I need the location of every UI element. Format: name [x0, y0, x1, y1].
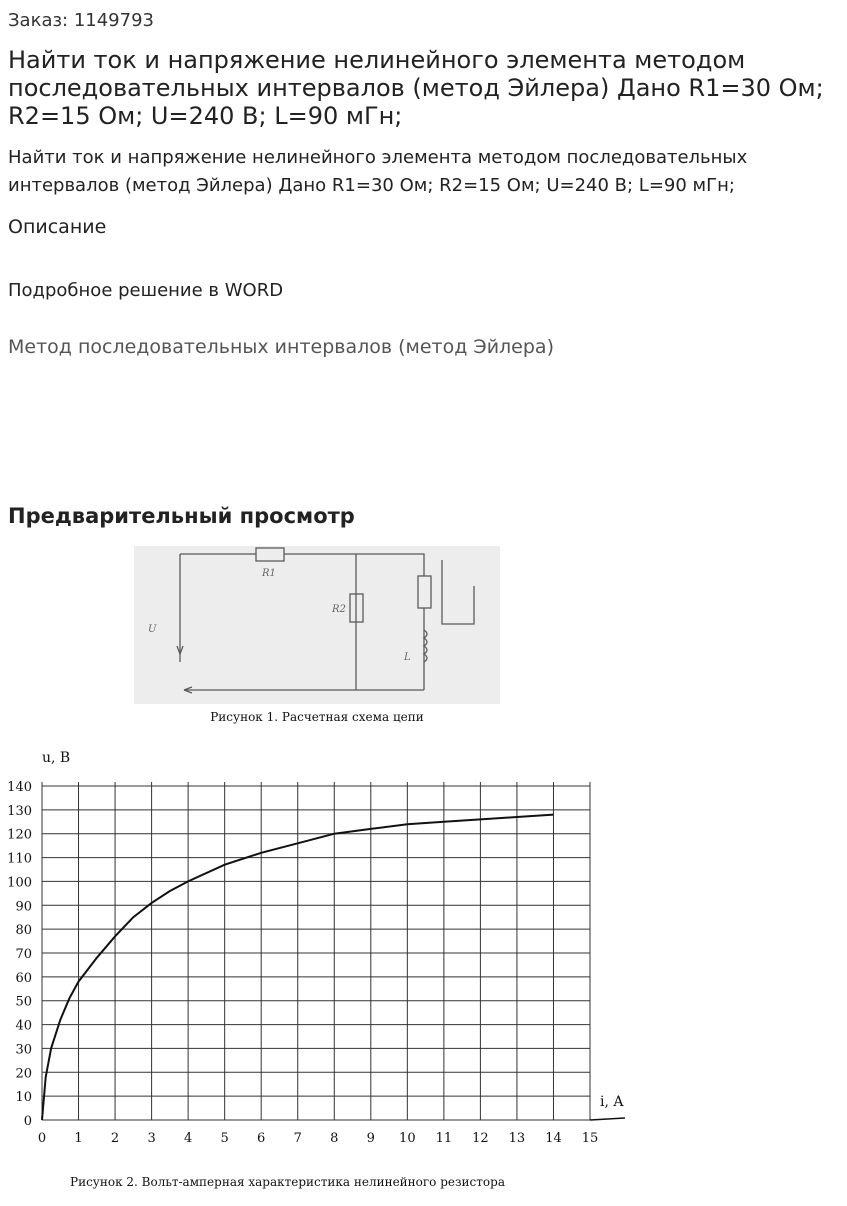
y-tick-label: 130: [7, 803, 32, 819]
y-tick-label: 10: [15, 1090, 32, 1106]
y-tick-label: 30: [15, 1042, 32, 1058]
x-tick-label: 13: [508, 1131, 526, 1146]
circuit-background: [134, 546, 500, 704]
y-tick-label: 140: [7, 780, 32, 795]
y-tick-label: 70: [15, 947, 32, 962]
circuit-diagram: [134, 546, 500, 704]
x-tick-label: 15: [581, 1131, 599, 1146]
x-tick-label: 9: [366, 1131, 375, 1146]
y-axis-label: u, B: [42, 750, 71, 766]
label-u: U: [148, 624, 157, 635]
description-heading: Описание: [8, 216, 107, 238]
y-tick-label: 80: [15, 923, 32, 939]
figure1-caption: Рисунок 1. Расчетная схема цепи: [210, 710, 424, 724]
y-tick-labels: [7, 780, 32, 1129]
label-r2: R2: [332, 604, 346, 615]
x-axis-extension: [590, 1118, 625, 1120]
y-tick-label: 0: [23, 1114, 32, 1129]
x-tick-label: 1: [74, 1131, 83, 1146]
y-tick-label: 50: [15, 994, 32, 1010]
y-tick-label: 40: [15, 1018, 32, 1034]
label-r1: R1: [262, 568, 276, 579]
task-summary: Найти ток и напряжение нелинейного элемента методом последовательных интервалов (метод Эйлера) Дано R1=30 Ом; R2=15 Ом; U=240 В; L=90 мГн;: [8, 147, 748, 196]
x-tick-label: 11: [435, 1131, 453, 1146]
x-tick-label: 5: [220, 1131, 229, 1146]
y-tick-label: 90: [15, 899, 32, 915]
y-tick-label: 20: [15, 1066, 32, 1082]
x-tick-label: 6: [257, 1131, 266, 1146]
x-tick-label: 14: [545, 1131, 562, 1146]
solution-format-text: Подробное решение в WORD: [8, 280, 284, 301]
x-tick-label: 10: [399, 1131, 416, 1146]
figure2-caption: Рисунок 2. Вольт-амперная характеристика нелинейного резистора: [70, 1175, 505, 1189]
y-tick-label: 60: [15, 970, 32, 986]
x-axis-label: i, A: [600, 1094, 624, 1110]
x-tick-label: 8: [330, 1131, 339, 1146]
order-number: Заказ: 1149793: [8, 10, 154, 31]
x-tick-labels: [38, 1131, 598, 1146]
x-tick-label: 0: [37, 1131, 47, 1146]
x-tick-label: 3: [147, 1131, 156, 1146]
preview-heading: Предварительный просмотр: [8, 504, 355, 528]
y-tick-label: 110: [7, 851, 32, 867]
x-tick-label: 4: [183, 1131, 193, 1146]
x-tick-label: 2: [110, 1131, 120, 1146]
method-text: Метод последовательных интервалов (метод Эйлера): [8, 336, 554, 358]
label-l: L: [404, 652, 411, 663]
y-tick-label: 120: [7, 827, 32, 843]
x-tick-label: 7: [293, 1131, 302, 1146]
page-title: Найти ток и напряжение нелинейного элемента методом последовательных интервалов (метод Эйлера) Дано R1=30 Ом; R2=15 Ом; U=240 В; L=90 мГн;: [8, 46, 824, 130]
x-tick-label: 12: [472, 1131, 489, 1146]
y-tick-label: 100: [7, 875, 32, 891]
chart-grid: [42, 782, 625, 1120]
vac-chart: [0, 740, 640, 1150]
